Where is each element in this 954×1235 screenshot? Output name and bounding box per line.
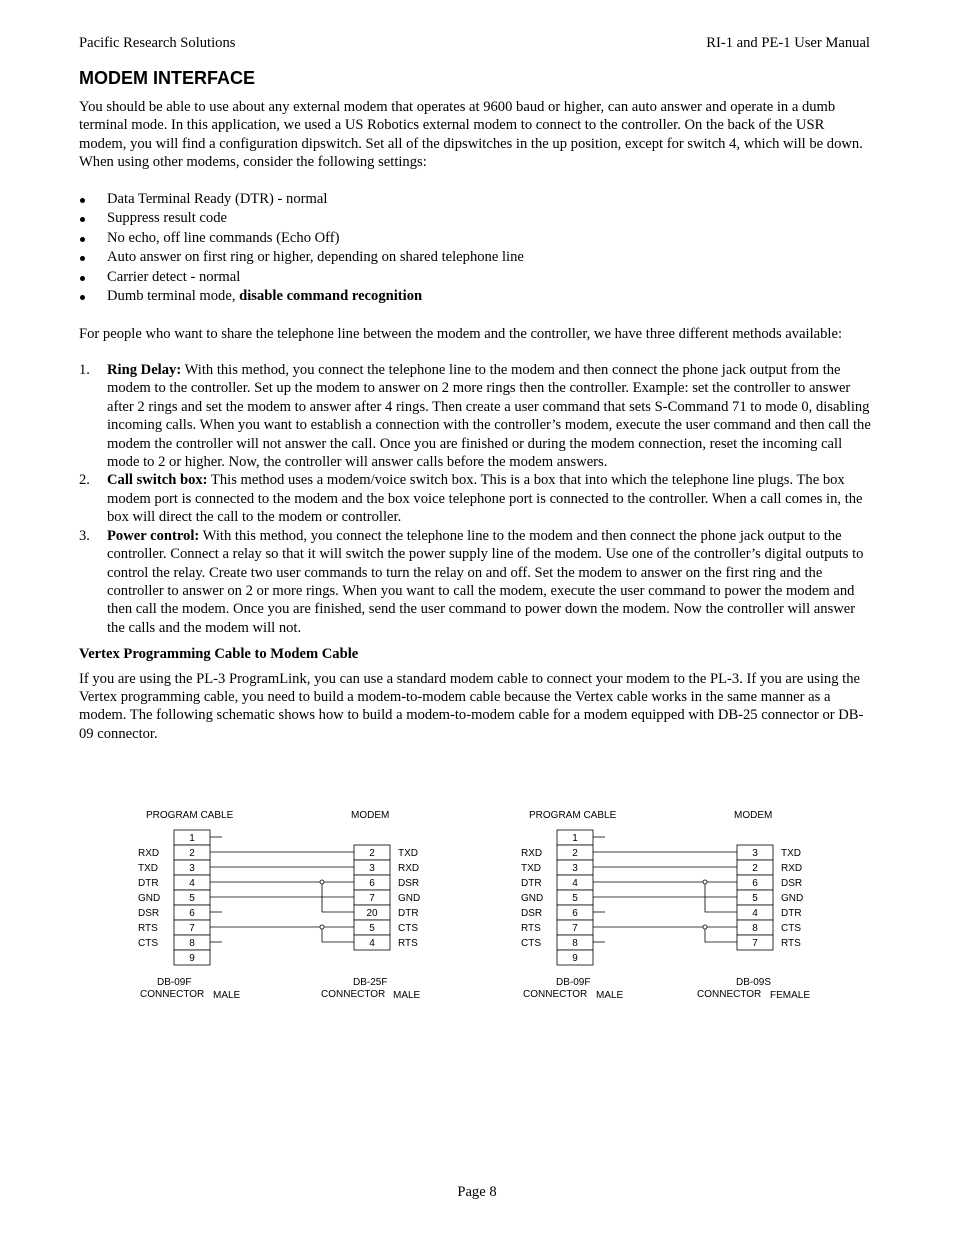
left-signal-label: GND <box>521 893 544 904</box>
right-signal-label: CTS <box>398 923 418 934</box>
list-item: Data Terminal Ready (DTR) - normal <box>79 190 873 210</box>
left-signal-label: RTS <box>138 923 158 934</box>
list-item: Suppress result code <box>79 209 873 229</box>
left-signal-label: DSR <box>138 908 160 919</box>
right-pin-number: 2 <box>752 863 758 874</box>
left-pin-number: 7 <box>572 923 578 934</box>
right-signal-label: RXD <box>781 863 803 874</box>
right-signal-label: DSR <box>781 878 803 889</box>
left-signal-label: RXD <box>138 848 160 859</box>
list-item: No echo, off line commands (Echo Off) <box>79 229 873 249</box>
list-item: 1. Ring Delay: With this method, you connect the telephone line to the modem and then connect the phone jack output from the modem to the controller. Set up the modem to answer on 2 more rings then the controller. Example: set the controller to answer after 2 rings and set the modem to answer after 4 rings. Then create a user command that sets S-Command 71 to mode 0, disabling incoming calls. When you want to establish a connection with the controller’s modem, execute the user command and then call the modem the controller will not answer the call. Once you are finished or during the modem connection, reset the incoming call mode to 2 or higher. Now, the controller will answer calls before the modem answers. <box>79 362 871 471</box>
list-item: 3. Power control: With this method, you connect the telephone line to the modem and then connect the phone jack output to the controller. Connect a relay so that it will switch the power supply line of the modem. Use one of the controller’s digital outputs to control the relay. Create two user commands to turn the relay on and off. Set the modem to answer on the first ring and the controller to answer on 2 or more rings. When you want to call the modem, execute the user command to power the modem and then call the modem. Once you are finished, send the user command to power down the modem. Now the controller will answer the calls and the modem will not. <box>79 527 864 636</box>
right-signal-label: TXD <box>398 848 418 859</box>
wiring-schematic <box>133 800 433 1005</box>
left-signal-label: CTS <box>138 938 158 949</box>
intro-paragraph: You should be able to use about any external modem that operates at 9600 baud or higher, can auto answer and operate in a dumb terminal mode. In this application, we used a US Robotics external modem to connect to the controller. On the back of the USR modem, you will find a configuration dipswitch. Set all of the dipswitches in the up position, except for switch 4, which will be down. When using other modems, consider the following settings: <box>79 99 863 171</box>
right-pin-number: 6 <box>369 878 375 889</box>
program-cable-label: PROGRAM CABLE <box>529 810 617 821</box>
list-item: Dumb terminal mode, disable command recognition <box>79 287 873 307</box>
modem-label: MODEM <box>351 810 390 821</box>
left-signal-label: RTS <box>521 923 541 934</box>
modem-settings-list <box>79 190 873 307</box>
right-pin-number: 8 <box>752 923 758 934</box>
right-pin-number: 7 <box>752 938 758 949</box>
left-signal-label: DTR <box>521 878 542 889</box>
left-pin-number: 9 <box>189 953 195 964</box>
right-pin-number: 3 <box>752 848 758 859</box>
wires <box>210 837 354 942</box>
left-pin-number: 3 <box>189 863 195 874</box>
list-item: 2. Call switch box: This method uses a modem/voice switch box. This is a box that into which the telephone line plugs. The box modem port is connected to the modem and the box voice telephone port is connected to the controller. When a call comes in, the box will direct the call to the modem or controller. <box>79 472 863 526</box>
left-connector-type: DB-09F <box>157 977 192 988</box>
left-connector-caption: CONNECTOR <box>523 989 588 1000</box>
left-signal-label: GND <box>138 893 161 904</box>
right-pin-number: 4 <box>369 938 375 949</box>
right-signal-label: DSR <box>398 878 420 889</box>
left-pin-number: 3 <box>572 863 578 874</box>
page-number: Page 8 <box>457 1184 497 1200</box>
left-pin-number: 4 <box>572 878 578 889</box>
right-signal-label: DTR <box>781 908 802 919</box>
right-signal-label: RTS <box>781 938 801 949</box>
right-signal-label: CTS <box>781 923 801 934</box>
left-connector-box <box>521 830 593 965</box>
right-connector-caption: CONNECTOR <box>697 989 762 1000</box>
wiring-diagram-db09 <box>516 800 816 1005</box>
left-pin-number: 1 <box>189 833 195 844</box>
sharing-methods-list <box>79 361 873 637</box>
left-pin-number: 5 <box>572 893 578 904</box>
list-item: Auto answer on first ring or higher, depending on shared telephone line <box>79 248 873 268</box>
right-connector-box <box>737 845 803 950</box>
left-signal-label: DSR <box>521 908 543 919</box>
right-pin-number: 4 <box>752 908 758 919</box>
right-connector-type: DB-25F <box>353 977 388 988</box>
left-signal-label: CTS <box>521 938 541 949</box>
subheading: Vertex Programming Cable to Modem Cable <box>79 646 359 663</box>
right-pin-number: 6 <box>752 878 758 889</box>
running-header-right: RI-1 and PE-1 User Manual <box>706 35 870 51</box>
right-pin-number: 5 <box>752 893 758 904</box>
right-signal-label: GND <box>781 893 804 904</box>
right-signal-label: TXD <box>781 848 801 859</box>
wires <box>593 837 737 942</box>
left-signal-label: RXD <box>521 848 543 859</box>
wiring-schematic <box>516 800 816 1005</box>
right-signal-label: RXD <box>398 863 420 874</box>
left-signal-label: DTR <box>138 878 159 889</box>
right-connector-type: DB-09S <box>736 977 772 988</box>
right-connector-gender: MALE <box>393 990 421 1001</box>
left-pin-number: 1 <box>572 833 578 844</box>
right-connector-gender: FEMALE <box>770 990 811 1001</box>
left-pin-number: 9 <box>572 953 578 964</box>
section-title: MODEM INTERFACE <box>79 68 256 88</box>
left-pin-number: 6 <box>189 908 195 919</box>
cable-paragraph: If you are using the PL-3 ProgramLink, you can use a standard modem cable to connect your modem to the PL-3. If you are using the Vertex programming cable, you need to build a modem-to-modem cable because the Vertex cable works in the same manner as a modem. The following schematic shows how to build a modem-to-modem cable for a modem equipped with DB-25 connector or DB-09 connector. <box>79 670 864 742</box>
left-connector-box <box>138 830 210 965</box>
left-connector-gender: MALE <box>596 990 624 1001</box>
wiring-diagram-db25 <box>133 800 433 1005</box>
left-pin-number: 7 <box>189 923 195 934</box>
running-header-left: Pacific Research Solutions <box>79 35 236 51</box>
right-pin-number: 5 <box>369 923 375 934</box>
left-pin-number: 8 <box>189 938 195 949</box>
left-connector-caption: CONNECTOR <box>140 989 205 1000</box>
program-cable-label: PROGRAM CABLE <box>146 810 234 821</box>
right-connector-caption: CONNECTOR <box>321 989 386 1000</box>
right-signal-label: GND <box>398 893 421 904</box>
right-pin-number: 2 <box>369 848 375 859</box>
left-connector-gender: MALE <box>213 990 241 1001</box>
right-signal-label: DTR <box>398 908 419 919</box>
modem-label: MODEM <box>734 810 773 821</box>
left-pin-number: 8 <box>572 938 578 949</box>
left-connector-type: DB-09F <box>556 977 591 988</box>
left-pin-number: 5 <box>189 893 195 904</box>
left-signal-label: TXD <box>521 863 541 874</box>
left-signal-label: TXD <box>138 863 158 874</box>
right-pin-number: 3 <box>369 863 375 874</box>
left-pin-number: 6 <box>572 908 578 919</box>
right-pin-number: 20 <box>366 908 378 919</box>
left-pin-number: 2 <box>572 848 578 859</box>
left-pin-number: 4 <box>189 878 195 889</box>
right-pin-number: 7 <box>369 893 375 904</box>
page-body <box>79 66 873 743</box>
right-connector-box <box>354 845 420 950</box>
list-item: Carrier detect - normal <box>79 268 873 288</box>
right-signal-label: RTS <box>398 938 418 949</box>
left-pin-number: 2 <box>189 848 195 859</box>
share-intro-paragraph: For people who want to share the telephone line between the modem and the controller, we have three different methods available: <box>79 325 843 342</box>
